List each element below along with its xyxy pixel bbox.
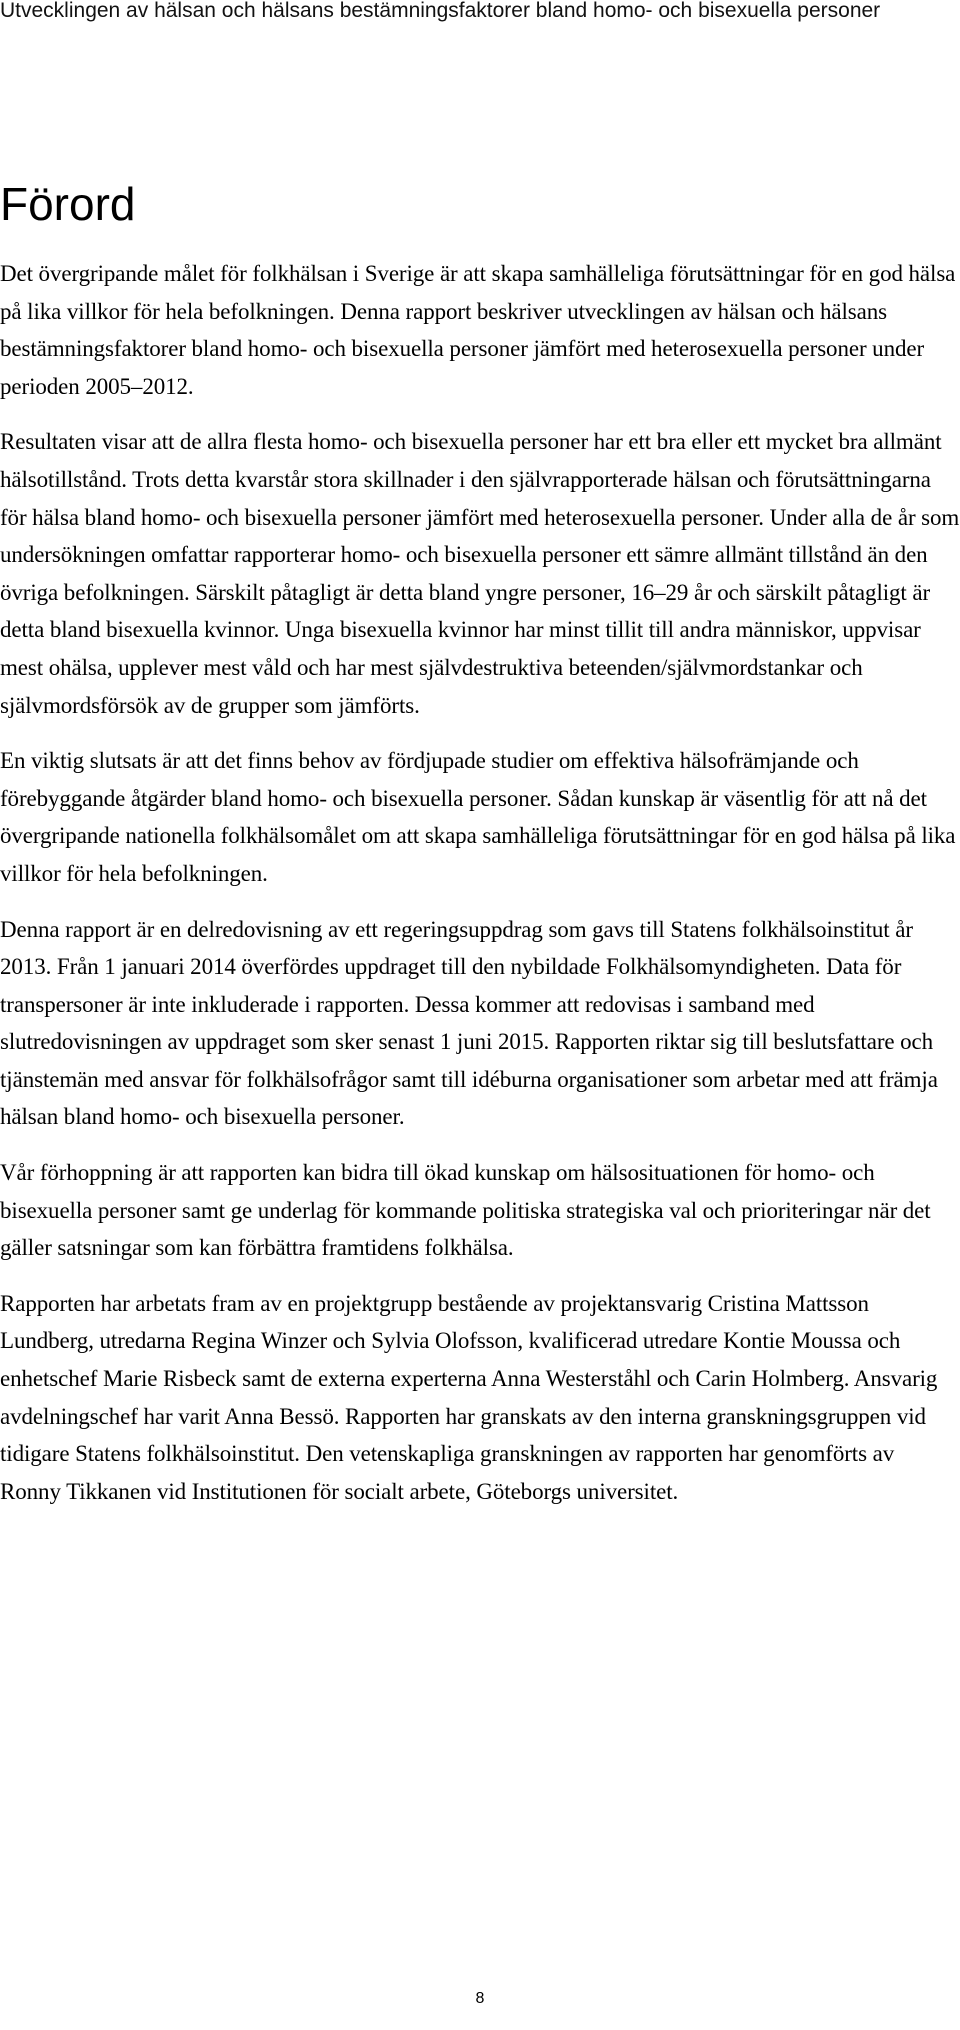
page-title: Förord <box>0 178 136 230</box>
page-number: 8 <box>475 1990 485 2007</box>
paragraph-results: Resultaten visar att de allra flesta homo- och bisexuella personer har ett bra eller ett mycket bra allmänt hälsotillstånd. Trots detta kvarstår stora skillnader i den självrapporterade hälsan och förutsättningarna för hälsa bland homo- och bisexuella personer jämfört med heterosexuella personer. Under alla de år som undersökningen omfattar rapporterar homo- och bisexuella personer ett sämre allmänt tillstånd än den övriga befolkningen. Särskilt påtagligt är detta bland yngre personer, 16–29 år och särskilt påtagligt är detta bland bisexuella kvinnor. Unga bisexuella kvinnor har minst tillit till andra människor, uppvisar mest ohälsa, upplever mest våld och har mest självdestruktiva beteenden/självmordstankar och självmordsförsök av de grupper som jämförts. <box>0 429 960 718</box>
paragraph-credits: Rapporten har arbetats fram av en projektgrupp bestående av projektansvarig Cristina Mattsson Lundberg, utredarna Regina Winzer och Sylvia Olofsson, kvalificerad utredare Kontie Moussa och enhetschef Marie Risbeck samt de externa experterna Anna Westerståhl och Carin Holmberg. Ansvarig avdelningschef har varit Anna Bessö. Rapporten har granskats av den interna granskningsgruppen vid tidigare Statens folkhälsoinstitut. Den vetenskapliga granskningen av rapporten har genomförts av Ronny Tikkanen vid Institutionen för socialt arbete, Göteborgs universitet. <box>0 1290 938 1504</box>
paragraph-hope: Vår förhoppning är att rapporten kan bidra till ökad kunskap om hälsosituationen för homo- och bisexuella personer samt ge underlag för kommande politiska strategiska val och prioriteringar när det gäller satsningar som kan förbättra framtidens folkhälsa. <box>0 1160 931 1261</box>
paragraph-conclusion: En viktig slutsats är att det finns behov av fördjupade studier om effektiva hälsofrämjande och förebyggande åtgärder bland homo- och bisexuella personer. Sådan kunskap är väsentlig för att nå det övergripande nationella folkhälsomålet om att skapa samhälleliga förutsättningar för en god hälsa på lika villkor för hela befolkningen. <box>0 748 956 886</box>
paragraph-goal: Det övergripande målet för folkhälsan i Sverige är att skapa samhälleliga förutsättningar för en god hälsa på lika villkor för hela befolkningen. Denna rapport beskriver utvecklingen av hälsan och hälsans bestämningsfaktorer bland homo- och bisexuella personer jämfört med heterosexuella personer under perioden 2005–2012. <box>0 261 956 399</box>
paragraph-assignment: Denna rapport är en delredovisning av ett regeringsuppdrag som gavs till Statens folkhälsoinstitut år 2013. Från 1 januari 2014 överfördes uppdraget till den nybildade Folkhälsomyndigheten. Data för transpersoner är inte inkluderade i rapporten. Dessa kommer att redovisas i samband med slutredovisningen av uppdraget som sker senast 1 juni 2015. Rapporten riktar sig till beslutsfattare och tjänstemän med ansvar för folkhälsofrågor samt till idéburna organisationer som arbetar med att främja hälsan bland homo- och bisexuella personer. <box>0 916 938 1130</box>
body-text <box>0 255 960 1528</box>
running-header: Utvecklingen av hälsan och hälsans bestämningsfaktorer bland homo- och bisexuella personer <box>0 0 881 22</box>
